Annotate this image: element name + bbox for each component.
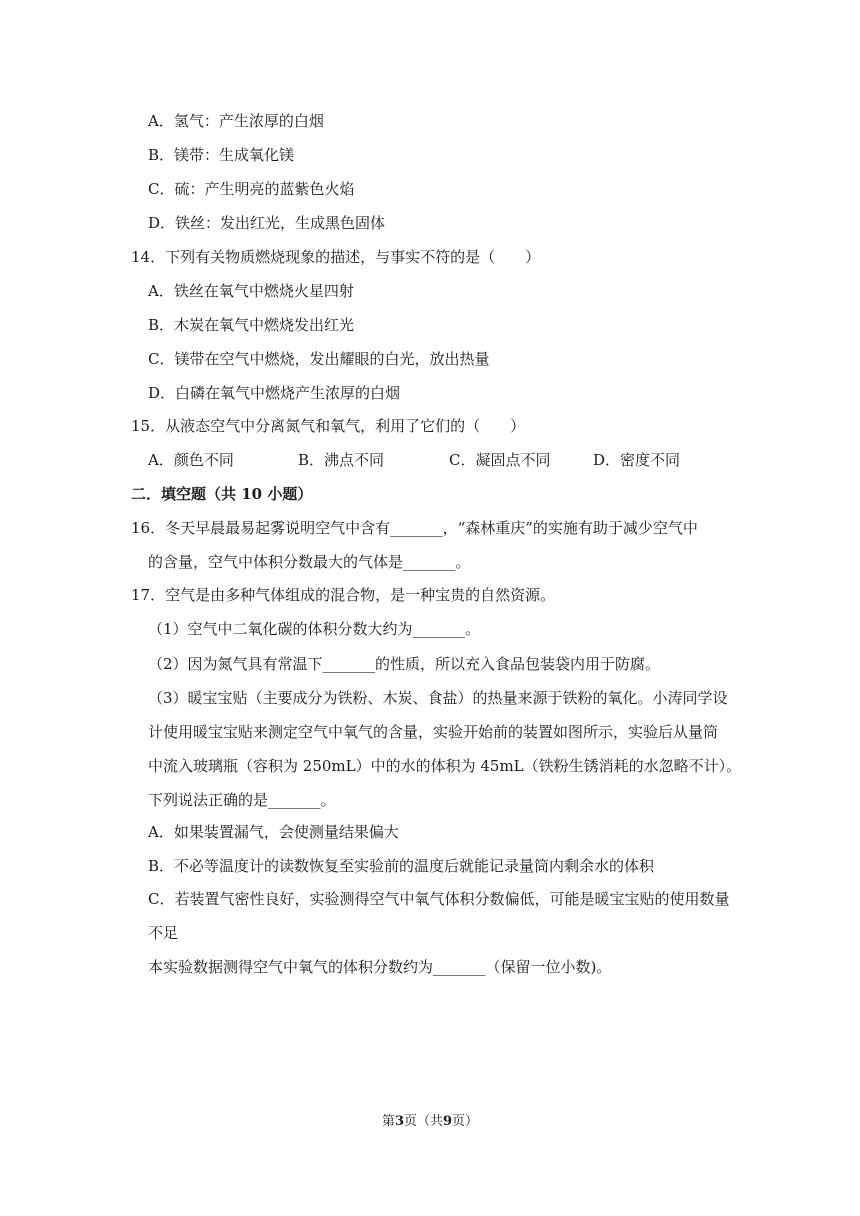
footer-page-number: 3 <box>394 1114 404 1129</box>
q17-option-c-continued: 不足 <box>148 924 179 942</box>
q13-option-b: B．镁带：生成氧化镁 <box>148 146 295 164</box>
page-footer <box>0 1113 860 1131</box>
q13-option-c: C．硫：产生明亮的蓝紫色火焰 <box>148 180 355 198</box>
q14-option-d: D．白磷在氧气中燃烧产生浓厚的白烟 <box>148 384 401 402</box>
q17-option-a: A．如果装置漏气，会使测量结果偏大 <box>148 823 399 841</box>
footer-total-pages: 9 <box>443 1114 453 1129</box>
footer-middle: 页（共 <box>403 1114 443 1129</box>
q14-option-c: C．镁带在空气中燃烧，发出耀眼的白光，放出热量 <box>148 350 490 368</box>
q16-line-2: 的含量，空气中体积分数最大的气体是_______。 <box>148 553 471 571</box>
q17-option-b: B．不必等温度计的读数恢复至实验前的温度后就能记录量筒内剩余水的体积 <box>148 857 655 875</box>
q15-option-b: B．沸点不同 <box>298 451 385 469</box>
q15-option-d: D．密度不同 <box>593 451 681 469</box>
q16-line-1: 16．冬天早晨最易起雾说明空气中含有_______，“森林重庆”的实施有助于减少空气中 <box>131 519 698 537</box>
q17-part-3-line-4: 下列说法正确的是_______。 <box>148 791 336 809</box>
q14-option-a: A．铁丝在氧气中燃烧火星四射 <box>148 282 354 300</box>
q17-part-3-line-1: （3）暖宝宝贴（主要成分为铁粉、木炭、食盐）的热量来源于铁粉的氧化。小涛同学设 <box>148 689 728 707</box>
q17-part-3-line-3: 中流入玻璃瓶（容积为 250mL）中的水的体积为 45mL（铁粉生锈消耗的水忽略不计）。 <box>148 757 742 775</box>
q17-part-1: （1）空气中二氧化碳的体积分数大约为_______。 <box>148 620 481 638</box>
q15-options-row <box>0 450 860 470</box>
q13-option-d: D．铁丝：发出红光，生成黑色固体 <box>148 214 386 232</box>
q14-stem: 14．下列有关物质燃烧现象的描述，与事实不符的是（ ） <box>131 248 541 266</box>
q17-stem: 17．空气是由多种气体组成的混合物，是一种宝贵的自然资源。 <box>131 586 556 604</box>
q17-final-question: 本实验数据测得空气中氧气的体积分数约为_______（保留一位小数)。 <box>148 958 612 976</box>
footer-prefix: 第 <box>381 1114 395 1129</box>
footer-suffix: 页） <box>452 1114 479 1129</box>
q15-option-a: A．颜色不同 <box>148 451 234 469</box>
section-heading-fill-blank: 二．填空题（共 10 小题） <box>131 485 313 503</box>
q17-option-c: C．若装置气密性良好，实验测得空气中氧气体积分数偏低，可能是暖宝宝贴的使用数量 <box>148 890 730 908</box>
q15-option-c: C．凝固点不同 <box>449 451 551 469</box>
q14-option-b: B．木炭在氧气中燃烧发出红光 <box>148 316 355 334</box>
q17-part-2: （2）因为氮气具有常温下_______的性质，所以充入食品包装袋内用于防腐。 <box>148 655 661 673</box>
q17-part-3-line-2: 计使用暖宝宝贴来测定空气中氧气的含量，实验开始前的装置如图所示，实验后从量筒 <box>148 723 719 741</box>
q15-stem: 15．从液态空气中分离氮气和氧气，利用了它们的（ ） <box>131 417 526 435</box>
q13-option-a: A．氢气：产生浓厚的白烟 <box>148 112 324 130</box>
